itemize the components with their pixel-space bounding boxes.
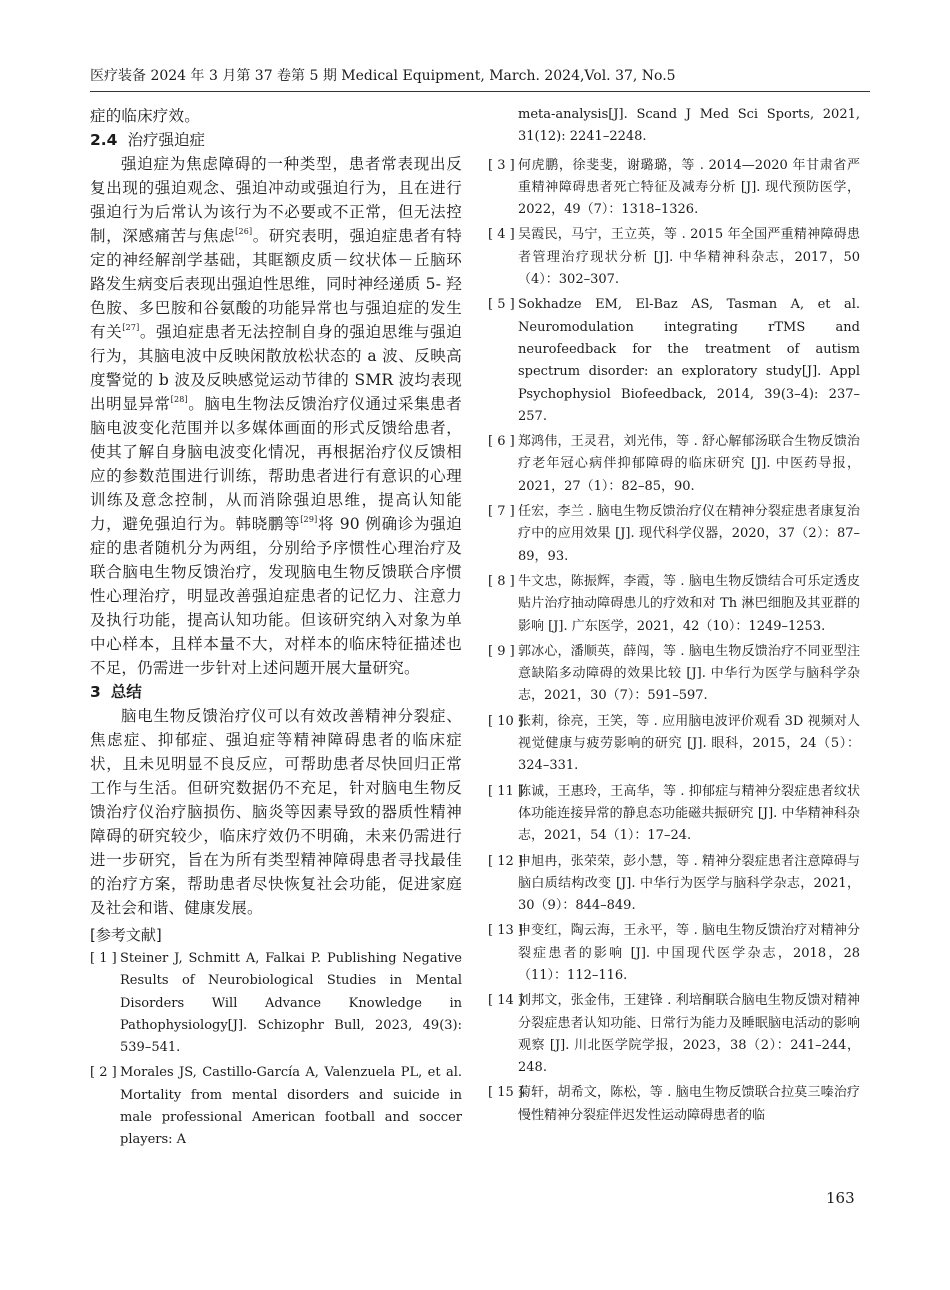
reference-number: [ 11 ] — [488, 783, 523, 799]
reference-item — [90, 1062, 462, 1151]
header-rule — [90, 91, 870, 92]
citation-ref[interactable]: [27] — [122, 323, 140, 332]
references-title: [参考文献] — [90, 926, 162, 944]
reference-number: [ 4 ] — [488, 227, 515, 243]
section-heading-3 — [90, 680, 462, 704]
reference-item — [488, 431, 860, 498]
reference-number: [ 1 ] — [90, 951, 117, 966]
section-title: 治疗强迫症 — [127, 131, 205, 149]
reference-list — [90, 948, 462, 1152]
section-number: 2.4 — [90, 131, 118, 149]
reference-text: 申变红，陶云海，王永平，等 . 脑电生物反馈治疗对精神分裂症患者的影响 [J]. 中国现代医学杂志，2018，28（11）：112–116. — [518, 923, 860, 983]
reference-text: 菊轩，胡希文，陈松，等 . 脑电生物反馈联合拉莫三嗪治疗慢性精神分裂症伴迟发性运动障碍患者的临 — [518, 1085, 860, 1123]
right-column — [488, 104, 860, 1194]
reference-number: [ 9 ] — [488, 643, 515, 659]
reference-text: 申旭冉，张荣荣，彭小慧，等 . 精神分裂症患者注意障碍与脑白质结构改变 [J]. 中华行为医学与脑科学杂志，2021，30（9）：844–849. — [518, 853, 860, 914]
section-heading-2-4 — [90, 128, 462, 152]
section-title: 总结 — [110, 683, 142, 701]
reference-number: [ 5 ] — [488, 297, 515, 313]
reference-number: [ 10 ] — [488, 713, 523, 729]
reference-text: Steiner J, Schmitt A, Falkai P. Publishing Negative Results of Neurobiological Studies in Mental Disorders Will Advance Knowledge in Pathophysiology[J]. Schizophr Bull, 2023, 49(3): 539–541. — [120, 951, 462, 1056]
reference-number: [ 15 ] — [488, 1085, 523, 1101]
reference-number: [ 7 ] — [488, 504, 515, 520]
reference-number: [ 14 ] — [488, 993, 523, 1009]
reference-item — [488, 571, 860, 638]
reference-text: 何虎鹏，徐斐斐，谢璐璐，等 . 2014—2020 年甘肃省严重精神障碍患者死亡特征及减寿分析 [J]. 现代预防医学，2022，49（7）：1318–1326. — [518, 157, 860, 218]
reference-text: Morales JS, Castillo-García A, Valenzuela PL, et al. Mortality from mental disorders and suicide in male professional American football and soccer players: A — [120, 1065, 462, 1148]
text-run: 强迫症为焦虑障碍的一种类型，患者常表现出反复出现的强迫观念、强迫冲动或强迫行为，且在进行强迫行为后常认为该行为不必要或不正常，但无法控制，深感痛苦与焦虑 — [90, 155, 462, 245]
running-head: 医疗装备 2024 年 3 月第 37 卷第 5 期 Medical Equipment, March. 2024,Vol. 37, No.5 — [90, 68, 676, 84]
section-2-4-paragraph — [90, 152, 462, 680]
citation-ref[interactable]: [26] — [235, 227, 253, 236]
reference-item — [488, 990, 860, 1079]
reference-text: 刘邦文，张金伟，王建锋 . 利培酮联合脑电生物反馈对精神分裂症患者认知功能、日常行为能力及睡眠脑电活动的影响观察 [J]. 川北医学院学报，2023，38（2）：241–244，248. — [518, 993, 860, 1076]
reference-item — [488, 155, 860, 222]
reference-text: 郑鸿伟，王灵君，刘光伟，等 . 舒心解郁汤联合生物反馈治疗老年冠心病伴抑郁障碍的临床研究 [J]. 中医药导报，2021，27（1）：82–85，90. — [518, 434, 860, 494]
reference-text: 张莉，徐亮，王笑，等 . 应用脑电波评价观看 3D 视频对人视觉健康与疲劳影响的研究 [J]. 眼科，2015，24（5）：324–331. — [518, 713, 860, 774]
reference-text: 吴霞民，马宁，王立英，等 . 2015 年全国严重精神障碍患者管理治疗现状分析 [J]. 中华精神科杂志，2017，50（4）：302–307. — [518, 227, 860, 288]
reference-text: 任宏，李兰 . 脑电生物反馈治疗仪在精神分裂症患者康复治疗中的应用效果 [J]. 现代科学仪器，2020，37（2）：87–89，93. — [518, 504, 860, 564]
reference-list — [488, 155, 860, 1127]
reference-item — [488, 501, 860, 568]
reference-number: [ 13 ] — [488, 923, 523, 939]
reference-item — [488, 920, 860, 987]
reference-text: Sokhadze EM, El-Baz AS, Tasman A, et al. Neuromodulation integrating rTMS and neurofeedback for the treatment of autism spectrum disorder: an exploratory study[J]. Appl Psychophysiol Biofeedback, 2014, 39(3–4): 237–257. — [518, 297, 860, 424]
reference-number: [ 12 ] — [488, 853, 523, 869]
reference-text: 郭冰心，潘顺英，薛闯，等 . 脑电生物反馈治疗不同亚型注意缺陷多动障碍的效果比较 [J]. 中华行为医学与脑科学杂志，2021，30（7）：591–597. — [518, 643, 860, 704]
reference-item — [488, 1082, 860, 1127]
reference-item — [488, 641, 860, 708]
reference-item — [488, 781, 860, 848]
left-column — [90, 104, 462, 1174]
reference-text: 牛文忠，陈振辉，李霞，等 . 脑电生物反馈结合可乐定透皮贴片治疗抽动障碍患儿的疗效和对 Th 淋巴细胞及其亚群的影响 [J]. 广东医学，2021，42（10）：1249–1253. — [518, 573, 860, 634]
reference-item — [488, 294, 860, 428]
section-number: 3 — [90, 683, 101, 701]
reference-item — [488, 711, 860, 778]
reference-number: [ 6 ] — [488, 434, 515, 450]
text-run: 。研究表明，强迫症患者有特定的神经解剖学基础，其眶额皮质－纹状体－丘脑环路发生病变后表现出强迫性思维，同时神经递质 5- 羟色胺、多巴胺和谷氨酸的功能异常也与强迫症的发生有关 — [90, 227, 462, 341]
citation-ref[interactable]: [29] — [300, 515, 318, 524]
reference-item — [488, 851, 860, 918]
reference-number: [ 3 ] — [488, 157, 515, 173]
text-run: 。脑电生物法反馈治疗仪通过采集患者脑电波变化范围并以多媒体画面的形式反馈给患者，使其了解自身脑电波变化情况，再根据治疗仪反馈相应的参数范围进行训练，帮助患者进行有意识的心理训练及意念控制，从而消除强迫思维，提高认知能力，避免强迫行为。韩晓鹏等 — [90, 395, 462, 533]
lead-in-text: 症的临床疗效。 — [90, 107, 200, 125]
citation-ref[interactable]: [28] — [170, 395, 188, 404]
reference-number: [ 8 ] — [488, 573, 515, 589]
page-number: 163 — [826, 1189, 855, 1207]
text-run: 将 90 例确诊为强迫症的患者随机分为两组，分别给予序惯性心理治疗及联合脑电生物反馈治疗，发现脑电生物反馈联合序惯性心理治疗，明显改善强迫症患者的记忆力、注意力及执行功能，提高认知功能。但该研究纳入对象为单中心样本，且样本量不大，对样本的临床特征描述也不足，仍需进一步针对上述问题开展大量研究。 — [90, 515, 462, 677]
reference-item — [90, 948, 462, 1059]
text-run: 。强迫症患者无法控制自身的强迫思维与强迫行为，其脑电波中反映闲散放松状态的 a 波、反映高度警觉的 b 波及反映感觉运动节律的 SMR 波均表现出明显异常 — [90, 323, 462, 413]
reference-continuation: meta-analysis[J]. Scand J Med Sci Sports, 2021, 31(12): 2241–2248. — [518, 107, 860, 145]
section-3-paragraph: 脑电生物反馈治疗仪可以有效改善精神分裂症、焦虑症、抑郁症、强迫症等精神障碍患者的临床症状，且未见明显不良反应，可帮助患者尽快回归正常工作与生活。但研究数据仍不充足，针对脑电生物反馈治疗仪治疗脑损伤、脑炎等因素导致的器质性精神障碍的研究较少，临床疗效仍不明确，未来仍需进行进一步研究，旨在为所有类型精神障碍患者寻找最佳的治疗方案，帮助患者尽快恢复社会功能，促进家庭及社会和谐、健康发展。 — [90, 707, 462, 917]
reference-text: 陈诚，王惠玲，王高华，等 . 抑郁症与精神分裂症患者纹状体功能连接异常的静息态功能磁共振研究 [J]. 中华精神科杂志，2021，54（1）：17–24. — [518, 783, 860, 844]
reference-number: [ 2 ] — [90, 1065, 117, 1081]
reference-item — [488, 224, 860, 291]
